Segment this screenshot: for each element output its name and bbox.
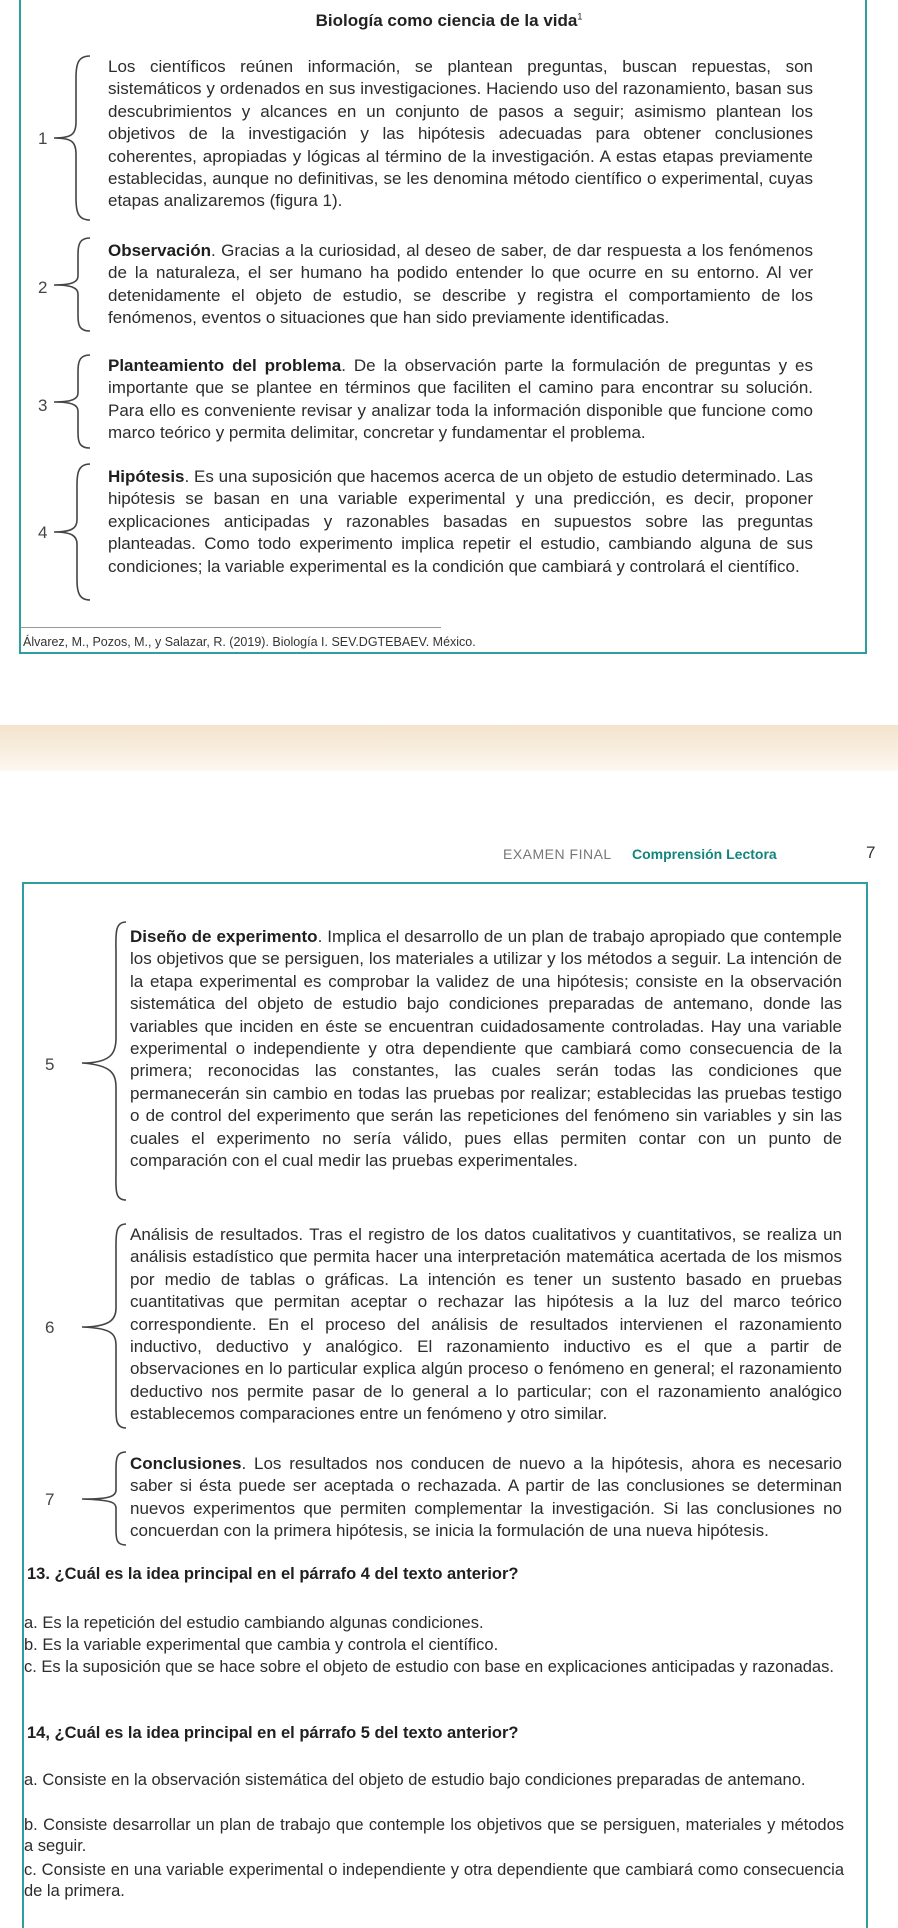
paragraph-number-6: 6 <box>45 1318 55 1337</box>
title-footnote-mark: 1 <box>577 11 583 22</box>
heading-conclusiones: Conclusiones <box>130 1454 242 1473</box>
question-14-option-c[interactable]: c. Consiste en una variable experimental o independiente y otra dependiente que cambiará como consecuencia de la primera. <box>24 1861 844 1900</box>
brace-5 <box>62 920 130 1202</box>
brace-6 <box>62 1222 130 1430</box>
paragraph-number-5: 5 <box>45 1055 55 1074</box>
paragraph-5: Diseño de experimento. Implica el desarrollo de un plan de trabajo apropiado que contemple los objetivos que se persiguen, los materiales a utilizar y los métodos a seguir. La intención de la etapa experimental es comprobar la validez de una hipótesis; consiste en la observación sistemática del objeto de estudio bajo condiciones preparadas de antemano, donde las variables que inciden en éste se encuentran cuidadosamente controladas. Hay una variable experimental o independiente y otra dependiente que cambiará como consecuencia de la primera; reconocidas las constantes, las cuales serán todas las condiciones que permanecerán sin cambio en todas las pruebas por realizar; establecidas las pruebas testigo o de control del experimento que serán las repeticiones del fenómeno sin variables y sin las cuales el experimento no sería válido, pues ellas permiten contar con un punto de comparación con el cual medir las pruebas experimentales. <box>130 927 842 1171</box>
question-13-option-a[interactable]: a. Es la repetición del estudio cambiando algunas condiciones. <box>24 1614 484 1632</box>
heading-diseno: Diseño de experimento <box>130 927 318 946</box>
footnote-citation: Álvarez, M., Pozos, M., y Salazar, R. (2019). Biología I. SEV.DGTEBAEV. México. <box>23 635 476 649</box>
brace-4 <box>50 462 92 602</box>
page-number: 7 <box>866 843 876 862</box>
brace-3 <box>50 353 92 450</box>
question-14-option-a[interactable]: a. Consiste en la observación sistemática del objeto de estudio bajo condiciones preparadas de antemano. <box>24 1771 806 1789</box>
question-14: 14, ¿Cuál es la idea principal en el párrafo 5 del texto anterior? <box>27 1724 519 1742</box>
brace-7 <box>62 1450 130 1547</box>
page-separator-band <box>0 725 898 771</box>
paragraph-2: Observación. Gracias a la curiosidad, al deseo de saber, de dar respuesta a los fenómenos de la naturaleza, el ser humano ha podido entender lo que ocurre en su entorno. Al ver detenidamente el objeto de estudio, se describe y registra el comportamiento de los fenómenos, eventos o situaciones que han sido previamente identificadas. <box>108 241 813 328</box>
question-13-option-b[interactable]: b. Es la variable experimental que cambia y controla el científico. <box>24 1636 499 1654</box>
question-14-option-b[interactable]: b. Consiste desarrollar un plan de trabajo que contemple los objetivos que se persiguen, materiales y métodos a seguir. <box>24 1816 844 1855</box>
paragraph-1: Los científicos reúnen información, se plantean preguntas, buscan repuestas, son sistemáticos y ordenados en sus investigaciones. Haciendo uso del razonamiento, basan sus descubrimientos y alcances en un conjunto de pasos a seguir; asimismo plantean los objetivos de la investigación y las hipótesis adecuadas para obtener conclusiones coherentes, apropiadas y lógicas al término de la investigación. A estas etapas previamente establecidas, aunque no definitivas, se les denomina método científico o experimental, cuyas etapas analizaremos (figura 1). <box>108 57 813 211</box>
paragraph-number-3: 3 <box>38 396 48 415</box>
question-13: 13. ¿Cuál es la idea principal en el párrafo 4 del texto anterior? <box>27 1565 519 1583</box>
exam-label: EXAMEN FINAL <box>503 846 612 862</box>
page-title: Biología como ciencia de la vida$^1$ <box>315 11 583 30</box>
section-label: Comprensión Lectora <box>632 846 777 862</box>
paragraph-number-4: 4 <box>38 523 48 542</box>
brace-2 <box>50 236 92 333</box>
question-13-option-c[interactable]: c. Es la suposición que se hace sobre el objeto de estudio con base en explicaciones anticipadas y razonadas. <box>24 1658 834 1676</box>
heading-planteamiento: Planteamiento del problema <box>108 356 342 375</box>
heading-observacion: Observación <box>108 241 211 260</box>
paragraph-4: Hipótesis. Es una suposición que hacemos acerca de un objeto de estudio determinado. Las hipótesis se basan en una variable experimental y una predicción, es decir, proponer explicaciones anticipadas y razonables basadas en supuestos sobre las preguntas planteadas. Como todo experimento implica repetir el estudio, cambiando alguna de sus condiciones; la variable experimental es la condición que cambiará y controlará el científico. <box>108 467 813 576</box>
heading-hipotesis: Hipótesis <box>108 467 185 486</box>
paragraph-7: Conclusiones. Los resultados nos conducen de nuevo a la hipótesis, ahora es necesario saber si ésta puede ser aceptada o rechazada. A partir de las conclusiones se determinan nuevos experimentos que permiten complementar la investigación. Si las conclusiones no concuerdan con la primera hipótesis, se inicia la formulación de una nueva hipótesis. <box>130 1454 842 1541</box>
paragraph-3: Planteamiento del problema. De la observación parte la formulación de preguntas y es importante que se plantee en términos que faciliten el camino para encontrar su solución. Para ello es conveniente revisar y analizar toda la información disponible que funcione como marco teórico y permita delimitar, concretar y fundamentar el problema. <box>108 356 813 443</box>
paragraph-number-1: 1 <box>38 129 48 148</box>
paragraph-number-7: 7 <box>45 1490 55 1509</box>
brace-1 <box>50 54 92 222</box>
paragraph-6: Análisis de resultados. Tras el registro de los datos cualitativos y cuantitativos, se realiza un análisis estadístico que permita hacer una interpretación matemática acertada de los mismos por medio de tablas o gráficas. La intención es tener un sustento basado en pruebas cuantitativas que permitan aceptar o rechazar las hipótesis a la luz del marco teórico correspondiente. En el proceso del análisis de resultados intervienen el razonamiento inductivo, deductivo y analógico. El razonamiento inductivo es el que a partir de observaciones en lo particular explica algún proceso o fenómeno en general; el razonamiento deductivo nos permite pasar de lo general a lo particular; con el razonamiento analógico establecemos comparaciones entre un fenómeno y otro similar. <box>130 1225 842 1424</box>
footnote-divider <box>21 627 441 628</box>
paragraph-number-2: 2 <box>38 278 48 297</box>
